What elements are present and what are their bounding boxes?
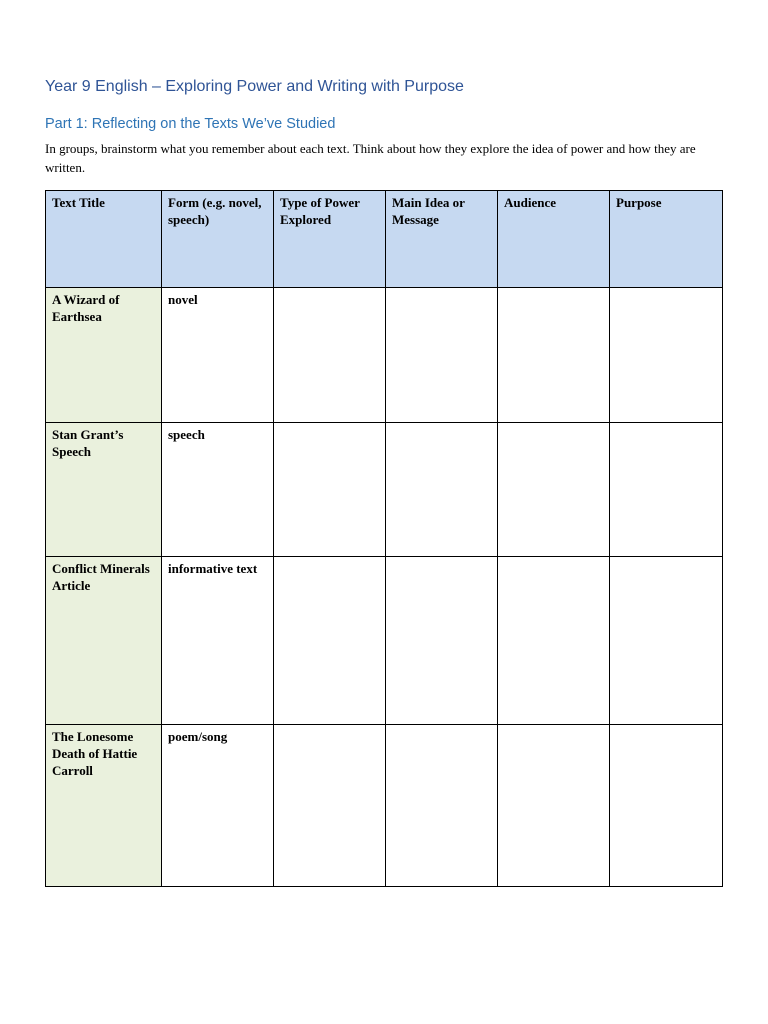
part-1-heading: Part 1: Reflecting on the Texts We’ve Studied bbox=[45, 116, 336, 132]
power-cell[interactable] bbox=[274, 288, 386, 423]
audience-cell[interactable] bbox=[498, 288, 610, 423]
texts-reflection-table bbox=[45, 190, 723, 887]
audience-cell[interactable] bbox=[498, 725, 610, 887]
text-title-cell: A Wizard of Earthsea bbox=[46, 288, 162, 423]
audience-cell[interactable] bbox=[498, 423, 610, 557]
idea-cell[interactable] bbox=[386, 423, 498, 557]
purpose-cell[interactable] bbox=[610, 288, 723, 423]
power-cell[interactable] bbox=[274, 423, 386, 557]
table-row bbox=[46, 423, 723, 557]
header-main-idea: Main Idea or Message bbox=[386, 191, 498, 288]
table-header-row bbox=[46, 191, 723, 288]
form-cell: speech bbox=[162, 423, 274, 557]
table-row bbox=[46, 725, 723, 887]
idea-cell[interactable] bbox=[386, 725, 498, 887]
table-row bbox=[46, 557, 723, 725]
power-cell[interactable] bbox=[274, 557, 386, 725]
form-cell: informative text bbox=[162, 557, 274, 725]
form-cell: novel bbox=[162, 288, 274, 423]
header-text-title: Text Title bbox=[46, 191, 162, 288]
purpose-cell[interactable] bbox=[610, 725, 723, 887]
header-type-of-power: Type of Power Explored bbox=[274, 191, 386, 288]
power-cell[interactable] bbox=[274, 725, 386, 887]
purpose-cell[interactable] bbox=[610, 557, 723, 725]
text-title-cell: Stan Grant’s Speech bbox=[46, 423, 162, 557]
header-audience: Audience bbox=[498, 191, 610, 288]
audience-cell[interactable] bbox=[498, 557, 610, 725]
text-title-cell: Conflict Minerals Article bbox=[46, 557, 162, 725]
idea-cell[interactable] bbox=[386, 557, 498, 725]
header-purpose: Purpose bbox=[610, 191, 723, 288]
purpose-cell[interactable] bbox=[610, 423, 723, 557]
form-cell: poem/song bbox=[162, 725, 274, 887]
instructions-text: In groups, brainstorm what you remember about each text. Think about how they explore the idea of power and how they are written. bbox=[45, 141, 696, 175]
table-row bbox=[46, 288, 723, 423]
page-title: Year 9 English – Exploring Power and Writing with Purpose bbox=[45, 78, 464, 95]
header-form: Form (e.g. novel, speech) bbox=[162, 191, 274, 288]
idea-cell[interactable] bbox=[386, 288, 498, 423]
text-title-cell: The Lonesome Death of Hattie Carroll bbox=[46, 725, 162, 887]
